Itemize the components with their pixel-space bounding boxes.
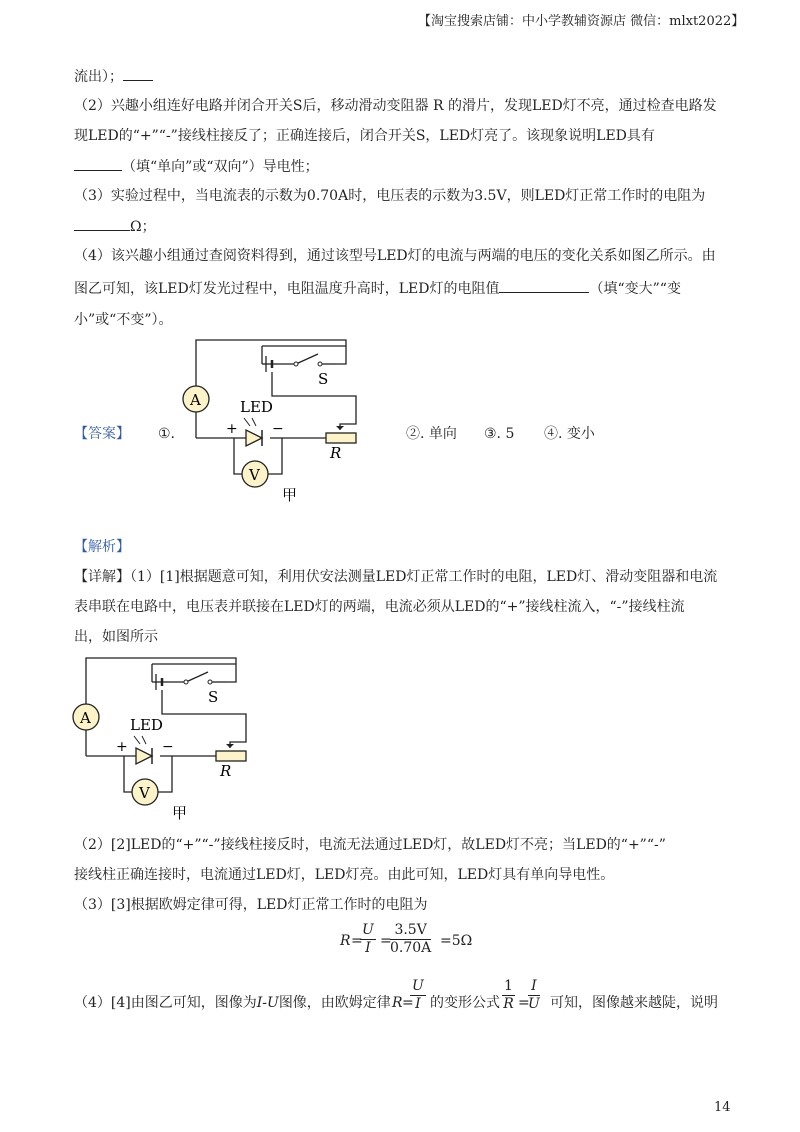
q1-tail-text: 流出）； <box>74 69 123 85</box>
circuit-caption: 甲 <box>282 486 298 504</box>
p4-a: （4）[4]由图乙可知，图像为 <box>74 995 257 1011</box>
ammeter-label: A <box>190 391 201 409</box>
answer-2: ②. 单向 <box>406 426 457 442</box>
p2-line2: 接线柱正确连接时，电流通过LED灯，LED灯亮。由此可知，LED灯具有单向导电性。 <box>74 867 615 883</box>
detail-line1: 【详解】（1）[1]根据题意可知，利用伏安法测量LED灯正常工作时的电阻，LED灯、滑动变阻器和电流 <box>74 569 718 585</box>
p4-c: 的变形公式 <box>430 995 500 1011</box>
led-diode <box>246 430 262 446</box>
blank-1 <box>123 66 153 81</box>
circuit-diagram-answer <box>178 334 368 506</box>
answer-4: ④. 变小 <box>544 426 595 442</box>
led-ray-2 <box>142 736 146 744</box>
p4-line <box>74 993 391 1013</box>
switch-blade <box>296 354 318 364</box>
formula-frac-ui <box>360 922 376 957</box>
switch-label: S <box>208 688 219 706</box>
formula-num-u: U <box>362 922 374 938</box>
inv-one: 1 <box>504 978 513 994</box>
answer-1: ①. <box>158 426 176 442</box>
led-ray-1 <box>244 418 250 426</box>
p4-iu: I-U <box>256 995 279 1011</box>
q2-line2: 现LED的“+”“-”接线柱接反了；正确连接后，闭合开关S，LED灯亮了。该现象说明LED具有 <box>74 128 655 144</box>
ammeter-label: A <box>80 709 91 727</box>
p3-line1: （3）[3]根据欧姆定律可得，LED灯正常工作时的电阻为 <box>74 897 428 913</box>
voltmeter-label: V <box>249 466 260 484</box>
switch-pivot <box>184 680 188 684</box>
shop-header: 【淘宝搜索店铺：中小学教辅资源店 微信：mlxt2022】 <box>418 14 745 29</box>
q3-line2-text: Ω； <box>130 219 156 235</box>
wire-volt-right <box>158 756 172 792</box>
inv-u: U <box>528 996 540 1012</box>
led-plus: + <box>226 421 238 437</box>
q2-line3-text: （填“单向”或“双向”）导电性； <box>122 159 319 175</box>
q3-line1: （3）实验过程中，当电流表的示数为0.70A时，电压表的示数为3.5V，则LED灯正常工作时的电阻为 <box>74 188 706 204</box>
blank-3 <box>74 216 130 231</box>
ohm-eq: = <box>402 995 414 1011</box>
switch-contact <box>208 680 212 684</box>
inv-eq: = <box>518 995 530 1011</box>
rheostat-slider <box>226 744 234 748</box>
rheostat <box>326 433 356 443</box>
formula-eq1: = <box>351 933 363 949</box>
wire-volt-left <box>234 438 242 474</box>
q4-line1: （4）该兴趣小组通过查阅资料得到，通过该型号LED灯的电流与两端的电压的变化关系如图乙所示。由 <box>74 248 716 264</box>
led-ray-1 <box>134 736 140 744</box>
rheostat-label: R <box>220 762 232 780</box>
led-ray-2 <box>252 418 256 426</box>
q2-line3 <box>74 156 319 177</box>
switch-pivot <box>294 362 298 366</box>
formula-den-i: I <box>365 940 371 956</box>
voltmeter-label: V <box>139 784 150 802</box>
detail-line3: 出，如图所示 <box>74 629 158 645</box>
q4-line2b: （填“变大”“变 <box>589 281 681 297</box>
analysis-label: 【解析】 <box>74 539 130 555</box>
formula-num-value: 3.5V <box>390 922 431 940</box>
blank-2 <box>74 156 122 171</box>
formula-den-value: 0.70A <box>390 940 432 956</box>
answer-label: 【答案】 <box>74 426 130 442</box>
led-minus: − <box>272 421 284 437</box>
led-label: LED <box>240 398 273 416</box>
led-diode <box>136 748 152 764</box>
wire-slider <box>272 372 356 430</box>
q1-tail <box>74 66 153 87</box>
answer-3: ③. 5 <box>484 426 515 442</box>
switch-label: S <box>318 370 329 388</box>
wire-volt-left <box>124 756 132 792</box>
ohm-i: I <box>415 996 421 1012</box>
rheostat-label: R <box>330 444 342 462</box>
p4-b: 图像，由欧姆定律 <box>278 995 391 1011</box>
led-plus: + <box>116 739 128 755</box>
ohm-r: R <box>392 995 403 1011</box>
q4-line3: 小”或“不变”）。 <box>74 312 173 328</box>
ohm-frac <box>410 978 426 1013</box>
switch-contact <box>318 362 322 366</box>
wire-slider <box>162 690 246 748</box>
formula-eq2: = <box>380 933 392 949</box>
q2-line1: （2）兴趣小组连好电路并闭合开关S后，移动滑动变阻器 R 的滑片，发现LED灯不亮，通过检查电路发 <box>74 98 717 114</box>
rheostat-slider <box>336 426 344 430</box>
p2-line1: （2）[2]LED的“+”“-”接线柱接反时，电流无法通过LED灯，故LED灯不亮；当LED的“+”“-” <box>74 837 666 853</box>
inv-frac-right <box>528 978 540 1013</box>
p4-d: 可知，图像越来越陡，说明 <box>550 995 718 1011</box>
rheostat <box>216 751 246 761</box>
wire-volt-right <box>268 438 282 474</box>
ohm-u: U <box>412 978 424 994</box>
circuit-caption: 甲 <box>172 804 188 822</box>
formula-lhs: R <box>340 933 351 949</box>
detail-line2: 表串联在电路中，电压表并联接在LED灯的两端，电流必须从LED的“+”接线柱流入，“-”接线柱流 <box>74 599 685 615</box>
blank-4 <box>499 278 589 293</box>
switch-blade <box>186 672 208 682</box>
q3-line2 <box>74 216 156 237</box>
inv-frac-left <box>502 978 515 1013</box>
led-label: LED <box>130 716 163 734</box>
circuit-diagram-analysis <box>68 652 258 824</box>
formula-frac-values <box>390 922 431 957</box>
led-minus: − <box>162 739 174 755</box>
q4-line2 <box>74 278 681 299</box>
formula-result: =5Ω <box>440 933 473 949</box>
page-number: 14 <box>714 1100 731 1115</box>
inv-r: R <box>503 996 514 1012</box>
q4-line2a: 图乙可知，该LED灯发光过程中，电阻温度升高时，LED灯的电阻值 <box>74 281 500 297</box>
inv-i: I <box>528 978 540 996</box>
